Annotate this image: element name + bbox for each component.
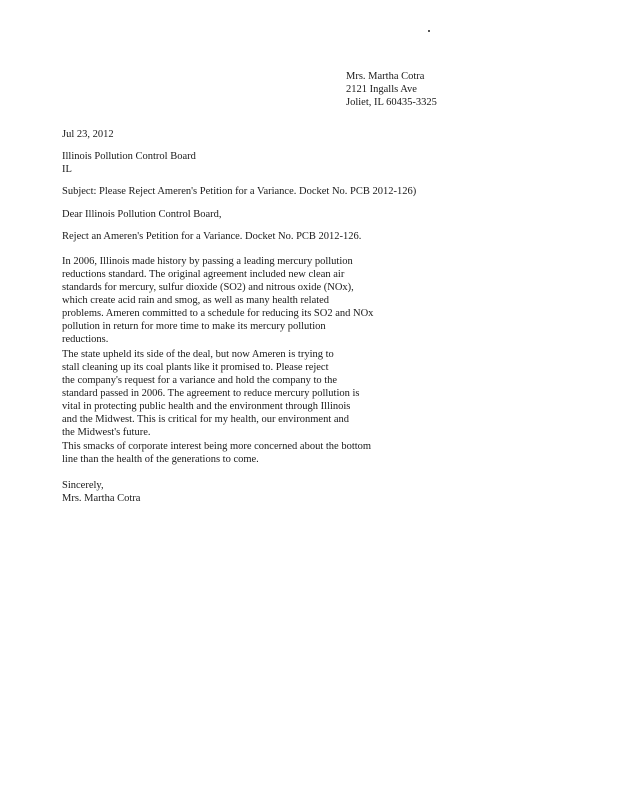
- paragraph-line: the Midwest's future.: [62, 427, 151, 438]
- letter-date: Jul 23, 2012: [62, 129, 114, 140]
- paragraph-3: [62, 440, 371, 466]
- paragraph-line: pollution in return for more time to make its mercury pollution: [62, 321, 326, 332]
- paragraph-1: [62, 255, 373, 346]
- sender-city: Joliet, IL 60435-3325: [346, 97, 437, 108]
- paragraph-line: This smacks of corporate interest being more concerned about the bottom: [62, 441, 372, 452]
- paragraph-line: standard passed in 2006. The agreement to reduce mercury pollution is: [62, 388, 360, 399]
- paragraph-line: line than the health of the generations to come.: [62, 454, 259, 465]
- signature-name: Mrs. Martha Cotra: [62, 493, 141, 504]
- paragraph-line: reductions standard. The original agreement included new clean air: [62, 269, 345, 280]
- reference-line: Reject an Ameren's Petition for a Variance. Docket No. PCB 2012-126.: [62, 231, 362, 242]
- paragraph-line: reductions.: [62, 334, 109, 345]
- closing: Sincerely,: [62, 480, 104, 491]
- paragraph-2: [62, 348, 360, 439]
- paragraph-line: The state upheld its side of the deal, but now Ameren is trying to: [62, 349, 334, 360]
- paragraph-line: problems. Ameren committed to a schedule for reducing its SO2 and NOx: [62, 308, 374, 319]
- recipient-name: Illinois Pollution Control Board: [62, 151, 196, 162]
- recipient-state: IL: [62, 164, 72, 175]
- paragraph-line: standards for mercury, sulfur dioxide (SO2) and nitrous oxide (NOx),: [62, 282, 354, 293]
- sender-street: 2121 Ingalls Ave: [346, 84, 417, 95]
- paragraph-line: the company's request for a variance and hold the company to the: [62, 375, 338, 386]
- paragraph-line: In 2006, Illinois made history by passing a leading mercury pollution: [62, 256, 353, 267]
- paragraph-line: which create acid rain and smog, as well as many health related: [62, 295, 330, 306]
- scan-mark: [428, 30, 430, 32]
- sender-name: Mrs. Martha Cotra: [346, 71, 425, 82]
- salutation: Dear Illinois Pollution Control Board,: [62, 209, 222, 220]
- paragraph-line: and the Midwest. This is critical for my health, our environment and: [62, 414, 350, 425]
- paragraph-line: stall cleaning up its coal plants like it promised to. Please reject: [62, 362, 329, 373]
- paragraph-line: vital in protecting public health and the environment through Illinois: [62, 401, 351, 412]
- subject-line: Subject: Please Reject Ameren's Petition for a Variance. Docket No. PCB 2012-126): [62, 186, 417, 197]
